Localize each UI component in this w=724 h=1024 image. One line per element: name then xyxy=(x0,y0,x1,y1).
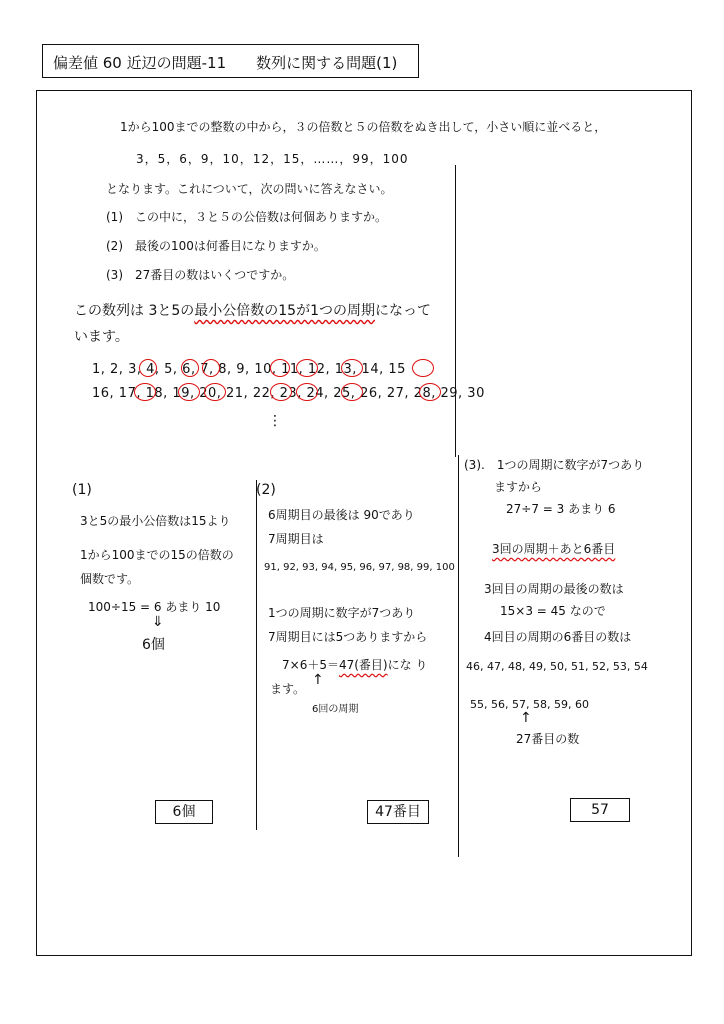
col3-arrow: ↑ xyxy=(520,710,532,726)
circle-mark xyxy=(204,383,226,401)
answer-box-2 xyxy=(367,800,429,824)
circle-mark xyxy=(296,383,318,401)
answer-box-3 xyxy=(570,798,630,822)
circle-mark xyxy=(139,359,157,377)
col1-line-5: 6個 xyxy=(142,637,165,653)
col2-line-6a: 7×6＋5＝ xyxy=(282,658,339,672)
col2-line-3: 91, 92, 93, 94, 95, 96, 97, 98, 99, 100 xyxy=(264,562,455,573)
upper-divider xyxy=(455,165,456,457)
col3-line-7: 4回目の周期の6番目の数は xyxy=(484,630,632,644)
col1-line-1: 3と5の最小公倍数は15より xyxy=(80,514,231,528)
answer-1: 6個 xyxy=(172,804,196,820)
problem-sequence: 3，5，6，9，10，12，15，……，99，100 xyxy=(136,152,409,166)
circle-mark xyxy=(202,359,220,377)
circle-mark xyxy=(270,359,290,377)
column-divider-2 xyxy=(458,455,459,857)
col3-line-6: 15×3 = 45 なので xyxy=(500,604,606,618)
answer-box-1 xyxy=(155,800,213,824)
col3-line-4: 3回の周期＋あと6番目 xyxy=(492,542,616,556)
question-3: (3) 27番目の数はいくつですか。 xyxy=(106,268,295,282)
col3-line-2: ますから xyxy=(494,480,543,494)
column-divider-1 xyxy=(256,480,257,830)
circle-mark xyxy=(412,359,434,377)
problem-intro: 1から100までの整数の中から，３の倍数と５の倍数をぬき出して，小さい順に並べると， xyxy=(120,120,607,134)
explanation-line-1 xyxy=(74,300,431,320)
col3-line-1: (3). 1つの周期に数字が7つあり xyxy=(464,458,645,472)
circle-mark xyxy=(296,359,318,377)
col1-label: (1) xyxy=(72,482,92,498)
col3-line-8: 46, 47, 48, 49, 50, 51, 52, 53, 54 xyxy=(466,660,648,673)
col2-line-6 xyxy=(282,656,427,673)
col2-note: 6回の周期 xyxy=(312,704,359,715)
sequence-row-2: 16, 17, 18, 19, 20, 21, 22, 23, 24, 25, 26, 27, 28, 29, 30 xyxy=(92,386,485,401)
sequence-row-1: 1, 2, 3, 4, 5, 6, 7, 8, 9, 10, 11, 12, 13, 14, 15 xyxy=(92,362,406,377)
col1-arrow: ⇓ xyxy=(152,614,164,630)
circle-mark xyxy=(341,359,363,377)
col3-line-3: 27÷7 = 3 あまり 6 xyxy=(506,502,616,516)
col1-line-4: 100÷15 = 6 あまり 10 xyxy=(88,600,221,614)
question-2: (2) 最後の100は何番目になりますか。 xyxy=(106,239,326,253)
circle-mark xyxy=(178,383,200,401)
explanation-line-1c: になって xyxy=(375,303,431,319)
continuation-dots: ⋮ xyxy=(268,413,282,429)
col2-line-5: 7周期目には5つありますから xyxy=(268,630,428,644)
answer-3: 57 xyxy=(591,802,609,818)
circle-mark xyxy=(270,383,292,401)
circle-mark xyxy=(419,383,441,401)
col2-line-6c: にな り xyxy=(387,658,428,672)
title-box xyxy=(42,44,419,78)
problem-continuation: となります。これについて，次の問いに答えなさい。 xyxy=(106,182,393,196)
circle-mark xyxy=(134,383,156,401)
col2-line-1: 6周期目の最後は 90であり xyxy=(268,508,415,522)
col2-arrow: ↑ xyxy=(312,672,324,688)
col3-note: 27番目の数 xyxy=(516,732,580,746)
col2-line-4: 1つの周期に数字が7つあり xyxy=(268,606,416,620)
col2-line-7: ます。 xyxy=(270,682,306,696)
col3-line-9: 55, 56, 57, 58, 59, 60 xyxy=(470,698,589,711)
circle-mark xyxy=(341,383,363,401)
explanation-highlight: 最小公倍数の15が1つの周期 xyxy=(194,303,375,319)
col1-line-3: 個数です。 xyxy=(80,572,140,586)
col2-line-6b: 47(番目) xyxy=(338,658,388,672)
page-title: 偏差値 60 近辺の問題-11 数列に関する問題(1) xyxy=(53,54,398,72)
col3-line-5: 3回目の周期の最後の数は xyxy=(484,582,624,596)
answer-2: 47番目 xyxy=(375,804,421,820)
explanation-line-1a: この数列は 3と5の xyxy=(74,303,195,319)
col1-line-2: 1から100までの15の倍数の xyxy=(80,548,234,562)
explanation-line-2: います。 xyxy=(74,329,129,345)
circle-mark xyxy=(181,359,199,377)
question-1: (1) この中に，３と５の公倍数は何個ありますか。 xyxy=(106,210,388,224)
col2-line-2: 7周期目は xyxy=(268,532,324,546)
col2-label: (2) xyxy=(256,482,276,498)
